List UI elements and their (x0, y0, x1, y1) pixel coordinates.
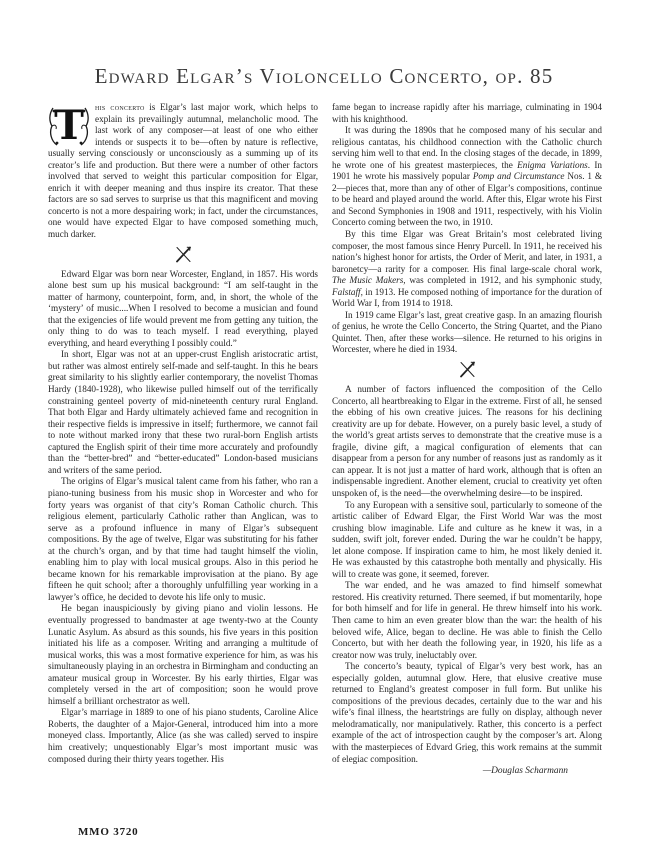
lead-in-smallcaps: his concerto (95, 102, 145, 112)
section-divider (332, 361, 602, 378)
paragraph: He began inauspiciously by giving piano and violin lessons. He eventually progressed to bandmaster at age twenty-two at the County Lunatic Asylum. As absurd as this sounds, his five years in this position initiated his life as a composer. Writing and arranging a multitude of musical works, this was a most formative experience for him, as was his simultaneously playing in an orchestra in Birmingham and conducting an amateur musical group in Worcester. By his early thirties, Elgar was completely versed in the art of composition; soon he would prove himself a brilliant orchestrator as well. (48, 603, 318, 706)
paragraph: To any European with a sensitive soul, particularly to someone of the artistic caliber of Edward Elgar, the First World War was the most crushing blow imaginable. Life and culture as he knew it was, in a sudden, swift jolt, forever ended. During the war he couldn’t be happy, let alone compose. If inspiration came to him, he most likely denied it. He was exhausted by this catastrophe both mentally and physically. His will to create was gone, it seemed, forever. (332, 499, 602, 579)
paragraph: In 1919 came Elgar’s last, great creative gasp. In an amazing flourish of genius, he wrote the Cello Concerto, the String Quartet, and the Piano Quintet. Then, after these works—silence. He returned to his origins in Worcester, where he died in 1934. (332, 309, 602, 355)
paragraph: Edward Elgar was born near Worcester, England, in 1857. His words alone best sum up his musical background: “I am self-taught in the matter of harmony, counterpoint, form, and, in short, the whole of the ‘mystery’ of music....When I resolved to become a musician and found that the exigencies of life would prevent me from getting any tuition, the only thing to do was to teach myself. I read everything, played everything, and heard everything I possibly could.” (48, 268, 318, 348)
text-columns (0, 102, 648, 778)
paragraph: The concerto’s beauty, typical of Elgar’s very best work, has an especially golden, autumnal glow. Here, that elusive creative muse returned to England’s greatest composer in full form. But unlike his compositions of the previous decades, certainly due to the war and his wife’s final illness, the heartstrings are fully on display, although never melodramatically, nor manipulatively. Rather, this concerto is a perfect example of the act of introspection caught by the composer’s art. Along with the masterpieces of Edvard Grieg, this work remains at the summit of elegiac composition. (332, 661, 602, 764)
paragraph-opening (48, 102, 318, 241)
ornate-dropcap-icon (48, 103, 90, 147)
paragraph: The origins of Elgar’s musical talent came from his father, who ran a piano-tuning business from his music shop in Worcester and who for forty years was organist of that city’s Roman Catholic church. This religious element, particularly Catholic rather than Anglican, was to serve as a profound influence in many of Elgar’s subsequent compositions. By the age of twelve, Elgar was substituting for his father at the church’s organ, and by that time had taught himself the violin, enabling him to play with local musical groups. Also in this period he became known for his remarkable improvisation at the piano. By age fifteen he quit school; after a thoroughly unfulfilling year working in a lawyer’s office, he decided to devote his life only to music. (48, 476, 318, 602)
dropcap-letter: T (54, 103, 84, 147)
paragraph: The war ended, and he was amazed to find himself somewhat restored. His creativity returned. There seemed, if but momentarily, hope for both himself and for life in general. He threw himself into his work. Then came to him an even greater blow than the war: the health of his beloved wife, Alice, began to decline. He was able to finish the Cello Concerto, but with her death the following year, in 1920, his life as a creator now was truly, ineluctably over. (332, 580, 602, 660)
paragraph: A number of factors influenced the composition of the Cello Concerto, all heartbreaking to Elgar in the extreme. First of all, he sensed the ebbing of his own creative juices. The reasons for his declining creativity are up for debate. However, on a purely basic level, a study of the world’s great artists serves to demonstrate that the creative muse is a fragile, divine gift, a magical configuration of elements that can disappear from a person for any number of reasons just as randomly as it can appear. It is not just a matter of hard work, although that is often an indispensable ingredient. Another element, crucial to creativity yet often unspoken of, is the need—the overwhelming desire—to be inspired. (332, 384, 602, 498)
paragraph: It was during the 1890s that he composed many of his secular and religious cantatas, his childhood connection with the Catholic church serving him well to that end. In the closing stages of the decade, in 1899, he wrote one of his greatest masterpieces, the Enigma Variations. In 1901 he wrote his massively popular Pomp and Circumstance Nos. 1 & 2—pieces that, more than any of other of Elgar’s compositions, continue to be heard and played around the world. After this, Elgar wrote his First and Second Symphonies in 1908 and 1911, respectively, with his Violin Concerto coming between the two, in 1910. (332, 125, 603, 228)
paragraph: By this time Elgar was Great Britain’s most celebrated living composer, the most famous since Henry Purcell. In 1911, he received his nation’s highest honor for artists, the Order of Merit, and later, in 1931, a baronetcy—a rarity for a composer. His final large-scale choral work, The Music Makers, was completed in 1912, and his symphonic study, Falstaff, in 1913. He composed nothing of importance for the duration of World War I, from 1914 to 1918. (332, 229, 602, 309)
paragraph: In short, Elgar was not at an upper-crust English aristocratic artist, but rather was almost entirely self-made and self-taught. In this he bears great similarity to his slightly earlier contemporary, the novelist Thomas Hardy (1840-1928), who likewise pulled himself out of the terrifically constraining genteel poverty of mid-nineteenth century rural England. That both Elgar and Hardy ultimately achieved fame and recognition in their respective fields is impressive in itself; furthermore, we cannot fail to note without marked irony that these two rural-born English artists captured the English spirit of their time more accurately and profoundly than the “better-bred” and “better-educated” London-based musicians and writers of the same period. (48, 349, 318, 475)
paragraph-text: is Elgar’s last major work, which helps to explain its prevailingly autumnal, melancholic mood. The last work of any composer—at least of one who either intends or suspects it to be—often by nature is reflective, usually serving consciously or unconsciously as a summing up of its creator’s life and production. But there were a number of other factors involved that served to weight this particular composition for Elgar, enrich it with deeper meaning and thus inspire its creator. That these factors are so sad serves to surprise us that this magnificent and moving concerto is not a more despairing work; in fact, under the circumstances, one would have expected Elgar to have composed something much, much darker. (48, 102, 318, 240)
right-column (332, 102, 602, 778)
catalog-number: MMO 3720 (78, 826, 139, 838)
crossed-batons-icon (174, 246, 193, 263)
section-divider (48, 246, 318, 263)
paragraph-continuation: fame began to increase rapidly after his marriage, culminating in 1904 with his knighthood. (332, 102, 602, 124)
crossed-batons-icon (458, 361, 477, 378)
left-column (48, 102, 318, 778)
page-title: Edward Elgar’s Violoncello Concerto, op. 85 (94, 64, 554, 88)
paragraph: Elgar’s marriage in 1889 to one of his piano students, Caroline Alice Roberts, the daughter of a Major-General, introduced him into a more moneyed class. Importantly, Alice (as she was called) served to inspire him creatively; unquestionably Elgar’s most important music was composed during their thirty years together. His (48, 707, 318, 764)
author-byline: —Douglas Scharmann (482, 766, 568, 777)
